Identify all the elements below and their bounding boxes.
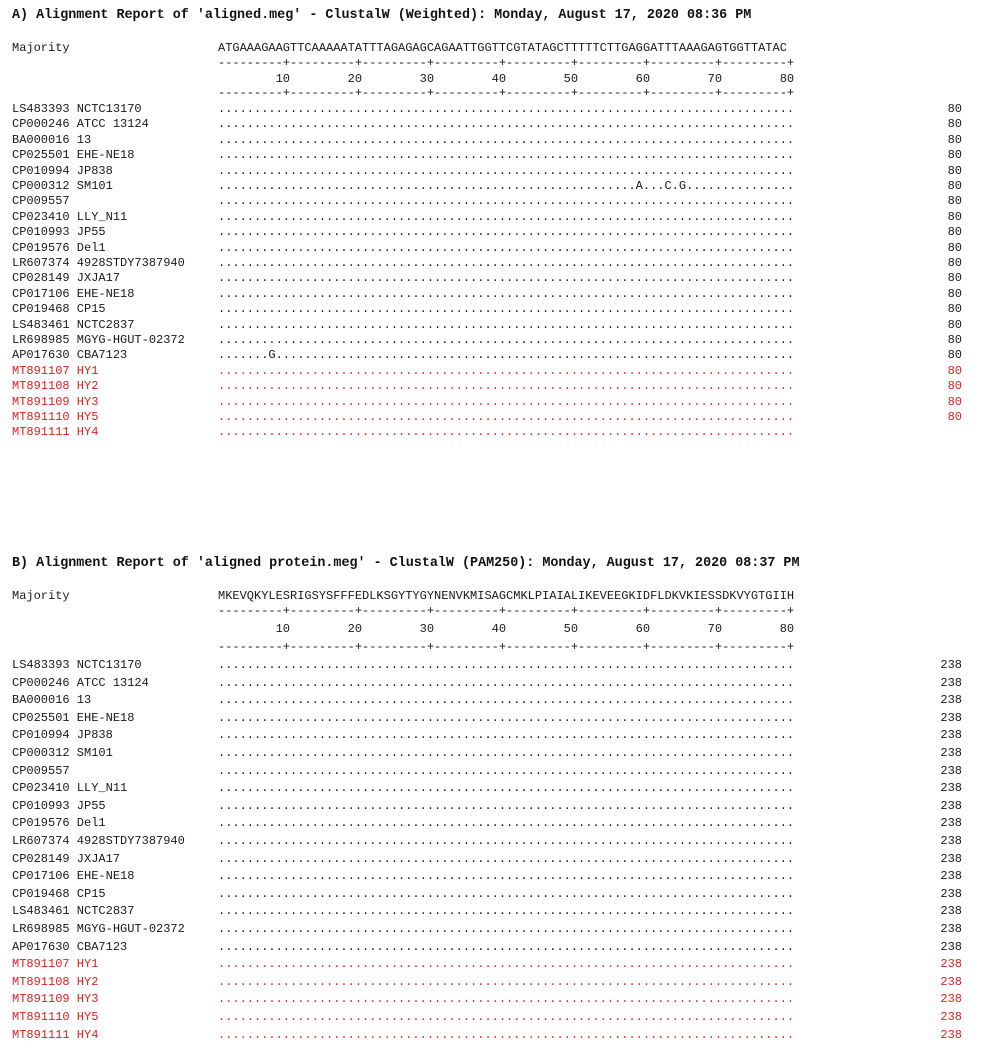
sequence-length: 238 xyxy=(940,1010,962,1024)
sequence-alignment: ..........................................................A...C.G............... xyxy=(218,179,795,193)
sequence-row xyxy=(12,886,962,902)
sequence-name: LS483393 NCTC13170 xyxy=(12,658,142,672)
sequence-name: CP019576 Del1 xyxy=(12,240,106,255)
sequence-row xyxy=(12,991,962,1007)
sequence-row xyxy=(12,657,962,673)
alignment-report-protein xyxy=(0,548,984,1062)
sequence-name: MT891111 HY4 xyxy=(12,425,99,440)
sequence-name: CP000246 ATCC 13124 xyxy=(12,117,149,132)
sequence-length: 238 xyxy=(940,869,962,884)
sequence-alignment: ................................................................................ xyxy=(218,763,795,778)
sequence-row xyxy=(12,193,962,209)
sequence-length: 80 xyxy=(947,363,962,378)
sequence-name: LR698985 MGYG-HGUT-02372 xyxy=(12,922,185,936)
sequence-length: 80 xyxy=(947,256,962,270)
sequence-length: 238 xyxy=(940,992,962,1007)
sequence-name: LS483461 NCTC2837 xyxy=(12,904,135,919)
sequence-alignment: ................................................................................ xyxy=(218,886,795,901)
sequence-length: 80 xyxy=(947,302,962,317)
sequence-length: 238 xyxy=(940,957,962,972)
ruler-bottom: ---------+---------+---------+---------+---------+---------+---------+---------+ xyxy=(218,86,795,100)
sequence-length: 238 xyxy=(940,851,962,866)
sequence-length: 238 xyxy=(940,974,962,989)
sequence-name: BA000016 13 xyxy=(12,693,92,708)
sequence-row xyxy=(12,763,962,779)
sequence-name: LR698985 MGYG-HGUT-02372 xyxy=(12,333,185,347)
report-title: A) Alignment Report of 'aligned.meg' - ClustalW (Weighted): Monday, August 17, 2020 08:36 PM xyxy=(12,8,752,23)
sequence-name: CP023410 LLY_N11 xyxy=(12,781,128,796)
sequence-length: 80 xyxy=(947,132,962,147)
sequence-length: 238 xyxy=(940,728,962,743)
sequence-name: CP010993 JP55 xyxy=(12,225,106,240)
sequence-row xyxy=(12,815,962,831)
sequence-row xyxy=(12,1009,962,1025)
sequence-length: 238 xyxy=(940,675,962,690)
sequence-alignment: ................................................................................ xyxy=(218,710,795,725)
sequence-alignment: ................................................................................ xyxy=(218,816,795,831)
sequence-row xyxy=(12,394,962,410)
sequence-row xyxy=(12,424,962,440)
sequence-name: MT891111 HY4 xyxy=(12,1027,99,1042)
sequence-name: MT891110 HY5 xyxy=(12,410,99,424)
sequence-row xyxy=(12,833,962,849)
sequence-name: CP028149 JXJA17 xyxy=(12,851,121,866)
sequence-name: LR607374 4928STDY7387940 xyxy=(12,256,185,270)
sequence-length: 80 xyxy=(947,286,962,301)
sequence-alignment: ................................................................................ xyxy=(218,302,795,317)
sequence-row xyxy=(12,209,962,225)
sequence-row xyxy=(12,675,962,691)
sequence-row xyxy=(12,745,962,761)
sequence-row xyxy=(12,974,962,990)
sequence-row xyxy=(12,116,962,132)
sequence-length: 238 xyxy=(940,904,962,919)
sequence-alignment: ................................................................................ xyxy=(218,363,795,378)
sequence-alignment: ................................................................................ xyxy=(218,834,795,848)
majority-label: Majority xyxy=(12,41,70,55)
sequence-row xyxy=(12,286,962,302)
sequence-length: 238 xyxy=(940,658,962,672)
sequence-length: 238 xyxy=(940,746,962,760)
sequence-name: CP025501 EHE-NE18 xyxy=(12,148,135,163)
sequence-alignment: ................................................................................ xyxy=(218,132,795,147)
sequence-length: 80 xyxy=(947,117,962,132)
sequence-length: 80 xyxy=(947,333,962,347)
sequence-alignment: ................................................................................ xyxy=(218,379,795,394)
sequence-name: CP009557 xyxy=(12,763,70,778)
sequence-row xyxy=(12,147,962,163)
sequence-length: 80 xyxy=(947,317,962,332)
sequence-row xyxy=(12,301,962,317)
sequence-name: MT891108 HY2 xyxy=(12,974,99,989)
sequence-length: 80 xyxy=(947,179,962,193)
sequence-length: 238 xyxy=(940,886,962,901)
sequence-alignment: ................................................................................ xyxy=(218,102,795,116)
sequence-alignment: ................................................................................ xyxy=(218,209,795,224)
sequence-alignment: ................................................................................ xyxy=(218,117,795,132)
sequence-alignment: ................................................................................ xyxy=(218,410,795,424)
sequence-length: 80 xyxy=(947,163,962,178)
sequence-length: 80 xyxy=(947,271,962,286)
sequence-alignment: ................................................................................ xyxy=(218,271,795,286)
sequence-row xyxy=(12,851,962,867)
sequence-length: 238 xyxy=(940,1027,962,1042)
sequence-length: 238 xyxy=(940,710,962,725)
sequence-alignment: ................................................................................ xyxy=(218,163,795,178)
sequence-name: MT891109 HY3 xyxy=(12,394,99,409)
sequence-name: CP000246 ATCC 13124 xyxy=(12,675,149,690)
sequence-length: 80 xyxy=(947,102,962,116)
sequence-length: 238 xyxy=(940,763,962,778)
majority-row xyxy=(12,588,972,604)
sequence-name: CP010994 JP838 xyxy=(12,163,113,178)
sequence-length: 80 xyxy=(947,209,962,224)
sequence-row xyxy=(12,178,962,194)
sequence-alignment: ................................................................................ xyxy=(218,225,795,240)
sequence-row xyxy=(12,409,962,425)
sequence-row xyxy=(12,1027,962,1043)
sequence-alignment: ................................................................................ xyxy=(218,317,795,332)
sequence-alignment: ................................................................................ xyxy=(218,425,795,440)
sequence-name: CP000312 SM101 xyxy=(12,179,113,193)
sequence-length: 238 xyxy=(940,834,962,848)
sequence-row xyxy=(12,780,962,796)
sequence-row xyxy=(12,710,962,726)
sequence-alignment: ................................................................................ xyxy=(218,904,795,919)
sequence-name: CP028149 JXJA17 xyxy=(12,271,121,286)
ruler-numbers: 10 20 30 40 50 60 70 80 xyxy=(218,72,795,86)
sequence-length: 238 xyxy=(940,922,962,936)
sequence-name: LS483393 NCTC13170 xyxy=(12,102,142,116)
sequence-row xyxy=(12,921,962,937)
sequence-length: 80 xyxy=(947,348,962,363)
sequence-name: LR607374 4928STDY7387940 xyxy=(12,834,185,848)
sequence-name: CP000312 SM101 xyxy=(12,746,113,760)
ruler-numbers: 10 20 30 40 50 60 70 80 xyxy=(218,622,795,636)
sequence-alignment: ................................................................................ xyxy=(218,333,795,347)
sequence-row xyxy=(12,692,962,708)
majority-sequence: ATGAAAGAAGTTCAAAAATATTTAGAGAGCAGAATTGGTTCGTATAGCTTTTTCTTGAGGATTTAAAGAGTGGTTATAC xyxy=(218,41,787,55)
sequence-name: LS483461 NCTC2837 xyxy=(12,317,135,332)
sequence-length: 80 xyxy=(947,148,962,163)
sequence-alignment: ................................................................................ xyxy=(218,869,795,884)
sequence-alignment: ................................................................................ xyxy=(218,1027,795,1042)
majority-sequence: MKEVQKYLESRIGSYSFFFEDLKSGYTYGYNENVKMISAGCMKLPIAIALIKEVEEGKIDFLDKVKIESSDKVYGTGIIH xyxy=(218,589,795,603)
sequence-alignment: ................................................................................ xyxy=(218,256,795,270)
sequence-name: MT891108 HY2 xyxy=(12,379,99,394)
sequence-name: AP017630 CBA7123 xyxy=(12,939,128,954)
sequence-row xyxy=(12,240,962,256)
sequence-row xyxy=(12,332,962,348)
sequence-alignment: ................................................................................ xyxy=(218,798,795,813)
sequence-row xyxy=(12,317,962,333)
sequence-length: 238 xyxy=(940,781,962,796)
sequence-length: 80 xyxy=(947,410,962,424)
sequence-row xyxy=(12,378,962,394)
sequence-length: 238 xyxy=(940,798,962,813)
ruler-top: ---------+---------+---------+---------+---------+---------+---------+---------+ xyxy=(218,604,795,618)
sequence-alignment: ................................................................................ xyxy=(218,658,795,672)
sequence-row xyxy=(12,903,962,919)
sequence-row xyxy=(12,132,962,148)
sequence-alignment: .......G........................................................................ xyxy=(218,348,795,363)
sequence-length: 238 xyxy=(940,939,962,954)
sequence-name: CP019468 CP15 xyxy=(12,886,106,901)
sequence-row xyxy=(12,270,962,286)
sequence-row xyxy=(12,868,962,884)
sequence-alignment: ................................................................................ xyxy=(218,728,795,743)
sequence-alignment: ................................................................................ xyxy=(218,148,795,163)
sequence-alignment: ................................................................................ xyxy=(218,675,795,690)
sequence-length: 80 xyxy=(947,240,962,255)
sequence-row xyxy=(12,101,962,117)
sequence-alignment: ................................................................................ xyxy=(218,922,795,936)
sequence-alignment: ................................................................................ xyxy=(218,1010,795,1024)
sequence-alignment: ................................................................................ xyxy=(218,693,795,708)
sequence-length: 80 xyxy=(947,225,962,240)
sequence-row xyxy=(12,163,962,179)
sequence-length: 238 xyxy=(940,693,962,708)
sequence-length: 80 xyxy=(947,394,962,409)
sequence-length: 80 xyxy=(947,379,962,394)
sequence-row xyxy=(12,347,962,363)
sequence-alignment: ................................................................................ xyxy=(218,194,795,209)
sequence-name: MT891107 HY1 xyxy=(12,957,99,972)
sequence-alignment: ................................................................................ xyxy=(218,394,795,409)
sequence-name: CP017106 EHE-NE18 xyxy=(12,869,135,884)
sequence-alignment: ................................................................................ xyxy=(218,974,795,989)
sequence-name: CP025501 EHE-NE18 xyxy=(12,710,135,725)
sequence-name: AP017630 CBA7123 xyxy=(12,348,128,363)
sequence-length: 80 xyxy=(947,194,962,209)
sequence-alignment: ................................................................................ xyxy=(218,286,795,301)
sequence-name: CP019576 Del1 xyxy=(12,816,106,831)
sequence-row xyxy=(12,956,962,972)
sequence-name: CP010993 JP55 xyxy=(12,798,106,813)
sequence-alignment: ................................................................................ xyxy=(218,746,795,760)
sequence-name: CP019468 CP15 xyxy=(12,302,106,317)
sequence-name: CP010994 JP838 xyxy=(12,728,113,743)
sequence-alignment: ................................................................................ xyxy=(218,939,795,954)
majority-label: Majority xyxy=(12,589,70,603)
ruler-bottom: ---------+---------+---------+---------+---------+---------+---------+---------+ xyxy=(218,640,795,654)
sequence-row xyxy=(12,798,962,814)
sequence-alignment: ................................................................................ xyxy=(218,957,795,972)
sequence-name: MT891109 HY3 xyxy=(12,992,99,1007)
sequence-alignment: ................................................................................ xyxy=(218,781,795,796)
sequence-length: 238 xyxy=(940,816,962,831)
sequence-row xyxy=(12,939,962,955)
sequence-name: CP023410 LLY_N11 xyxy=(12,209,128,224)
sequence-name: CP017106 EHE-NE18 xyxy=(12,286,135,301)
sequence-alignment: ................................................................................ xyxy=(218,992,795,1007)
sequence-name: CP009557 xyxy=(12,194,70,209)
sequence-name: BA000016 13 xyxy=(12,132,92,147)
sequence-alignment: ................................................................................ xyxy=(218,240,795,255)
sequence-alignment: ................................................................................ xyxy=(218,851,795,866)
ruler-top: ---------+---------+---------+---------+---------+---------+---------+---------+ xyxy=(218,56,795,70)
sequence-row xyxy=(12,727,962,743)
report-title: B) Alignment Report of 'aligned protein.meg' - ClustalW (PAM250): Monday, August 17, 2020 08:37 PM xyxy=(12,556,800,571)
sequence-row xyxy=(12,224,962,240)
sequence-row xyxy=(12,255,962,271)
sequence-name: MT891110 HY5 xyxy=(12,1010,99,1024)
majority-row xyxy=(12,40,972,56)
sequence-row xyxy=(12,363,962,379)
sequence-name: MT891107 HY1 xyxy=(12,363,99,378)
